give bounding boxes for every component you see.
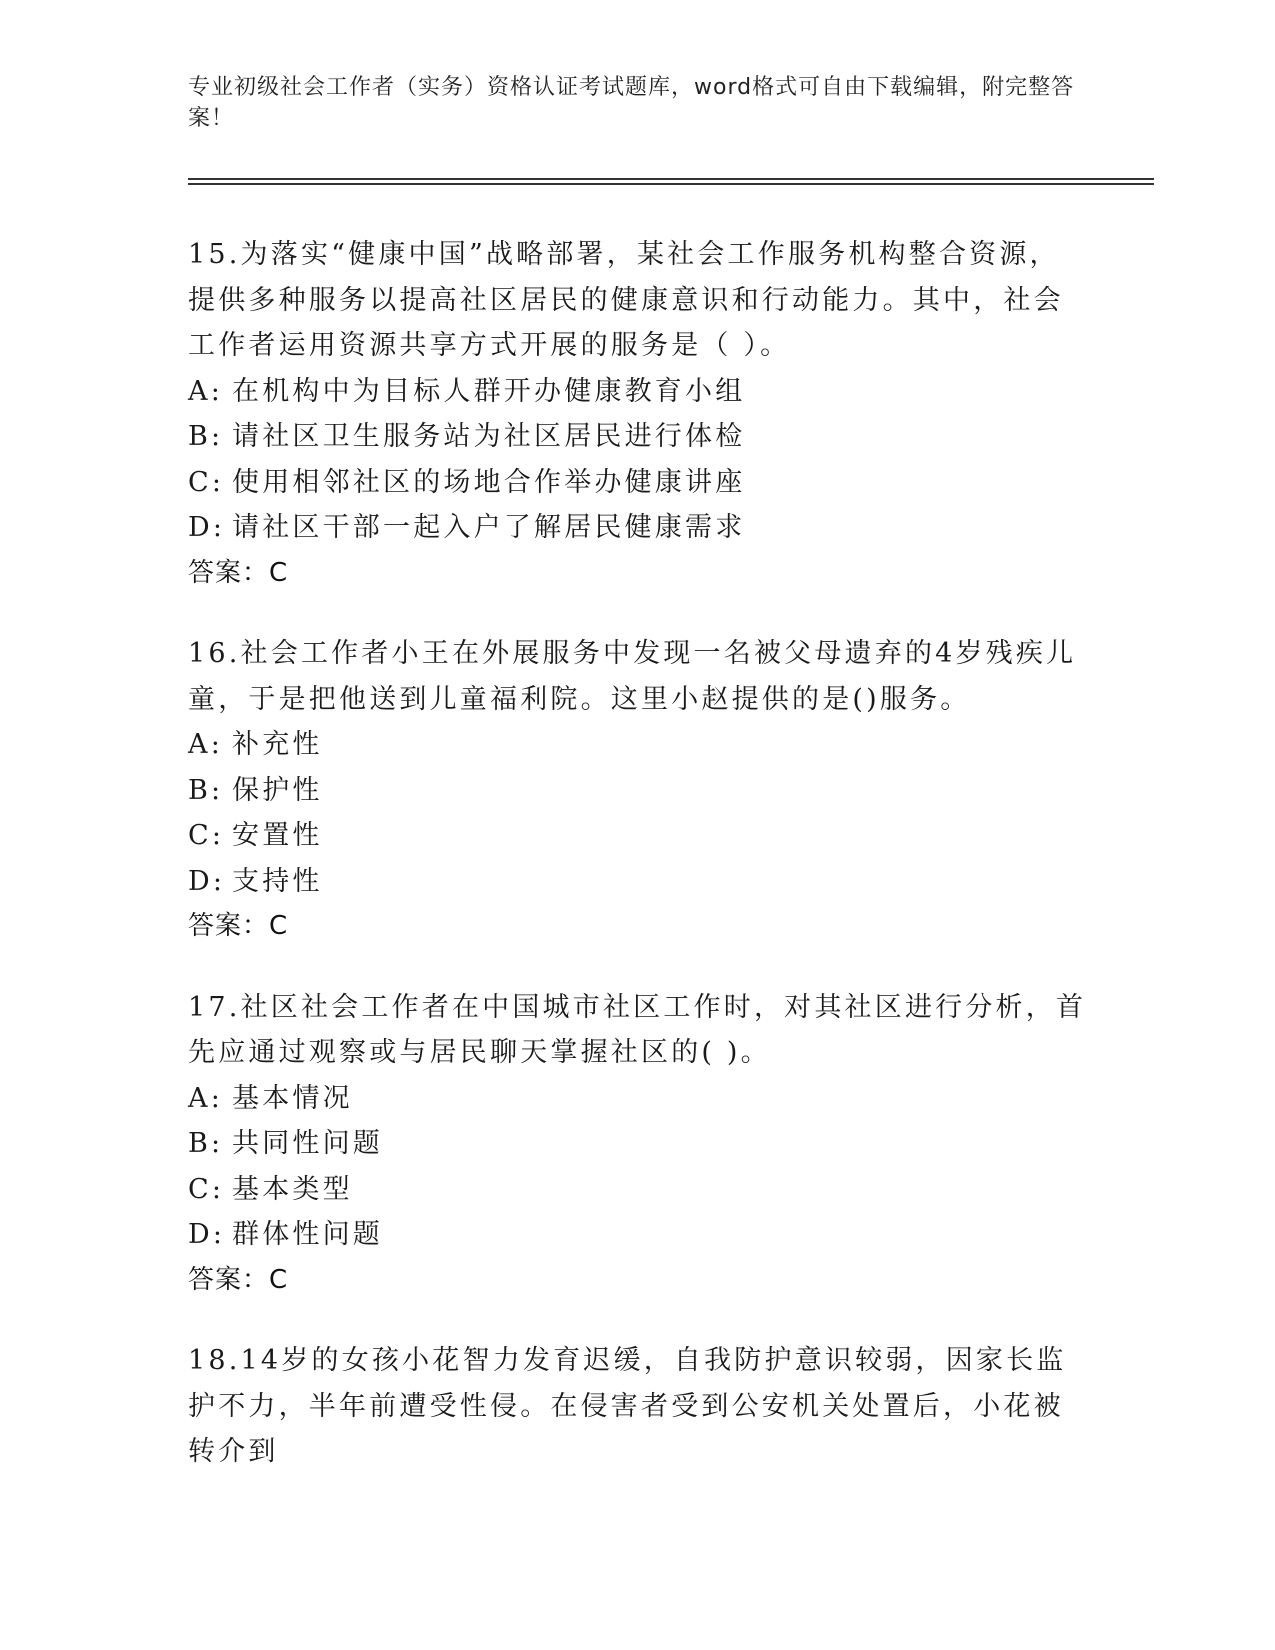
option-c: [188, 813, 1088, 859]
option-d: [188, 1212, 1088, 1258]
option-letter: B:: [188, 774, 224, 806]
option-b: [188, 768, 1088, 814]
option-text: 共同性问题: [232, 1128, 383, 1159]
option-text: 群体性问题: [232, 1219, 383, 1250]
header-divider-bottom: [188, 183, 1154, 185]
option-letter: C:: [188, 466, 225, 498]
question-17: [188, 985, 1088, 1304]
option-c: [188, 460, 1088, 506]
answer-label: 答案：C: [188, 911, 289, 941]
option-a: [188, 369, 1088, 415]
answer-label: 答案：C: [188, 557, 289, 588]
option-text: 在机构中为目标人群开办健康教育小组: [232, 375, 746, 407]
option-letter: C:: [188, 820, 225, 851]
option-letter: A:: [188, 375, 223, 407]
option-letter: C:: [188, 1173, 225, 1205]
option-a: [188, 1076, 1088, 1122]
option-letter: B:: [188, 1128, 224, 1159]
document-header: 专业初级社会工作者（实务）资格认证考试题库，word格式可自由下载编辑，附完整答案！: [188, 75, 1075, 131]
option-letter: A:: [188, 729, 223, 760]
option-letter: D:: [188, 865, 226, 897]
option-a: [188, 722, 1088, 768]
option-text: 安置性: [232, 820, 323, 851]
answer-label: 答案：C: [188, 1264, 289, 1295]
option-d: [188, 859, 1088, 905]
question-18: [188, 1338, 1088, 1475]
option-b: [188, 1121, 1088, 1167]
option-text: 基本类型: [232, 1173, 353, 1205]
option-letter: A:: [188, 1082, 223, 1114]
option-letter: D:: [188, 1219, 226, 1250]
question-stem: 15.为落实“健康中国”战略部署，某社会工作服务机构整合资源，提供多种服务以提高社区居民的健康意识和行动能力。其中，社会工作者运用资源共享方式开展的服务是（ ）。: [188, 239, 1064, 361]
option-text: 基本情况: [232, 1082, 353, 1114]
question-stem: 17.社区社会工作者在中国城市社区工作时，对其社区进行分析，首先应通过观察或与居民聊天掌握社区的( )。: [188, 991, 1087, 1068]
header-divider-top: [188, 178, 1154, 180]
question-stem: 18.14岁的女孩小花智力发育迟缓，自我防护意识较弱，因家长监护不力，半年前遭受性侵。在侵害者受到公安机关处置后，小花被转介到: [188, 1345, 1067, 1467]
question-15: [188, 232, 1088, 596]
option-text: 保护性: [232, 774, 323, 806]
question-list: [188, 232, 1088, 1510]
option-c: [188, 1167, 1088, 1213]
option-b: [188, 414, 1088, 460]
question-16: [188, 631, 1088, 950]
option-letter: B:: [188, 421, 224, 452]
option-text: 请社区干部一起入户了解居民健康需求: [232, 512, 746, 543]
question-stem: 16.社会工作者小王在外展服务中发现一名被父母遗弃的4岁残疾儿童，于是把他送到儿童福利院。这里小赵提供的是()服务。: [188, 638, 1077, 715]
option-text: 请社区卫生服务站为社区居民进行体检: [232, 421, 746, 452]
option-text: 支持性: [232, 865, 323, 897]
option-text: 使用相邻社区的场地合作举办健康讲座: [232, 466, 746, 498]
option-d: [188, 505, 1088, 551]
option-text: 补充性: [232, 729, 323, 760]
option-letter: D:: [188, 512, 226, 543]
